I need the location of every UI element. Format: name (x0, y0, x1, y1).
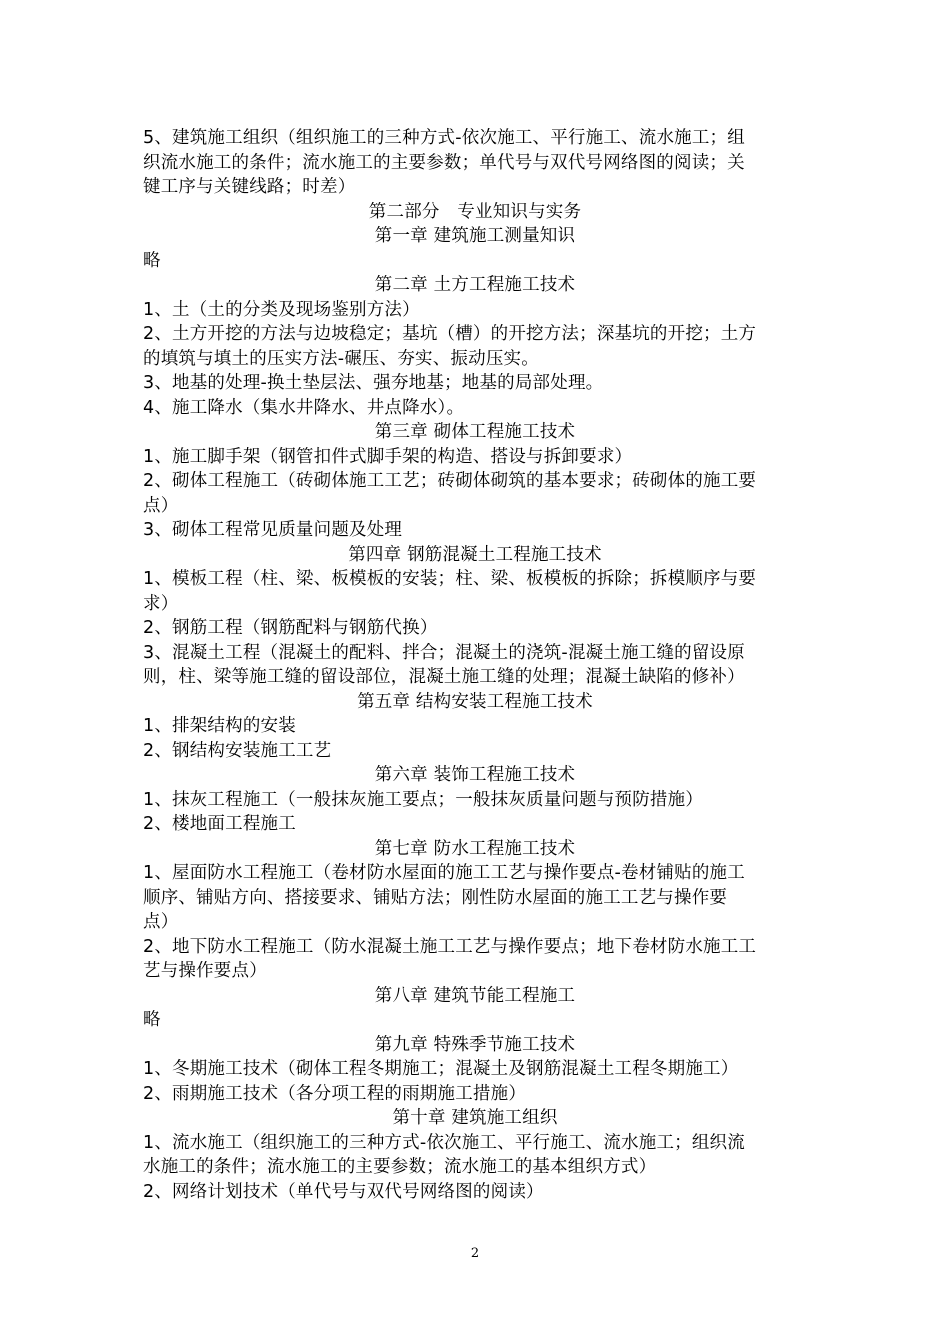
text-line: 1、模板工程（柱、梁、板模板的安装；柱、梁、板模板的拆除；拆模顺序与要 (143, 569, 757, 589)
text-line: 点） (143, 495, 179, 516)
text-line: 1、排架结构的安装 (143, 716, 296, 736)
text-line: 则，柱、梁等施工缝的留设部位，混凝土施工缝的处理；混凝土缺陷的修补） (143, 667, 745, 687)
text-line: 的填筑与填土的压实方法-碾压、夯实、振动压实。 (143, 348, 539, 369)
text-line: 2、钢结构安装施工工艺 (143, 740, 332, 761)
text-line: 织流水施工的条件；流水施工的主要参数；单代号与双代号网络图的阅读；关 (143, 152, 745, 173)
text-line: 点） (143, 912, 179, 932)
text-line: 1、土（土的分类及现场鉴别方法） (143, 299, 420, 320)
section-heading: 第五章 结构安装工程施工技术 (357, 691, 593, 712)
text-line: 3、地基的处理-换土垫层法、强夯地基；地基的局部处理。 (143, 373, 604, 393)
text-line: 水施工的条件；流水施工的主要参数；流水施工的基本组织方式） (143, 1157, 657, 1177)
text-line: 2、地下防水工程施工（防水混凝土施工工艺与操作要点；地下卷材防水施工工 (143, 936, 757, 957)
text-line: 1、流水施工（组织施工的三种方式-依次施工、平行施工、流水施工；组织流 (143, 1132, 745, 1153)
text-line: 略 (143, 250, 161, 271)
text-line: 求） (143, 593, 179, 614)
section-heading: 第十章 建筑施工组织 (392, 1108, 558, 1128)
text-line: 2、砌体工程施工（砖砌体施工工艺；砖砌体砌筑的基本要求；砖砌体的施工要 (143, 471, 757, 491)
text-line: 2、网络计划技术（单代号与双代号网络图的阅读） (143, 1181, 544, 1202)
text-line: 2、钢筋工程（钢筋配料与钢筋代换） (143, 618, 438, 638)
section-heading: 第六章 装饰工程施工技术 (374, 765, 576, 785)
text-line: 5、建筑施工组织（组织施工的三种方式-依次施工、平行施工、流水施工；组 (143, 128, 745, 148)
page-number: 2 (470, 1246, 480, 1261)
section-heading: 第三章 砌体工程施工技术 (374, 422, 576, 442)
text-line: 1、施工脚手架（钢管扣件式脚手架的构造、搭设与拆卸要求） (143, 446, 633, 467)
text-line: 顺序、铺贴方向、搭接要求、铺贴方法；刚性防水屋面的施工工艺与操作要 (143, 887, 728, 908)
text-line: 3、混凝土工程（混凝土的配料、拌合；混凝土的浇筑-混凝土施工缝的留设原 (143, 642, 745, 663)
section-heading: 第二部分 专业知识与实务 (368, 201, 582, 222)
text-line: 2、雨期施工技术（各分项工程的雨期施工措施） (143, 1083, 527, 1104)
text-line: 键工序与关键线路；时差） (143, 177, 356, 197)
document-body (143, 126, 807, 1204)
text-line: 略 (143, 1010, 161, 1030)
section-heading: 第四章 钢筋混凝土工程施工技术 (348, 544, 602, 565)
text-line: 艺与操作要点） (143, 961, 267, 981)
section-heading: 第九章 特殊季节施工技术 (374, 1034, 576, 1055)
text-line: 4、施工降水（集水井降水、井点降水）。 (143, 397, 465, 418)
text-line: 1、抹灰工程施工（一般抹灰施工要点；一般抹灰质量问题与预防措施） (143, 789, 704, 810)
text-line: 3、砌体工程常见质量问题及处理 (143, 520, 403, 540)
text-line: 1、屋面防水工程施工（卷材防水屋面的施工工艺与操作要点-卷材铺贴的施工 (143, 863, 745, 883)
section-heading: 第八章 建筑节能工程施工 (374, 985, 576, 1006)
text-line: 1、冬期施工技术（砌体工程冬期施工；混凝土及钢筋混凝土工程冬期施工） (143, 1059, 739, 1079)
text-line: 2、土方开挖的方法与边坡稳定；基坑（槽）的开挖方法；深基坑的开挖；土方 (143, 324, 757, 344)
section-heading: 第二章 土方工程施工技术 (374, 275, 576, 295)
section-heading: 第七章 防水工程施工技术 (374, 838, 576, 859)
text-line: 2、楼地面工程施工 (143, 814, 296, 834)
section-heading: 第一章 建筑施工测量知识 (374, 226, 576, 246)
